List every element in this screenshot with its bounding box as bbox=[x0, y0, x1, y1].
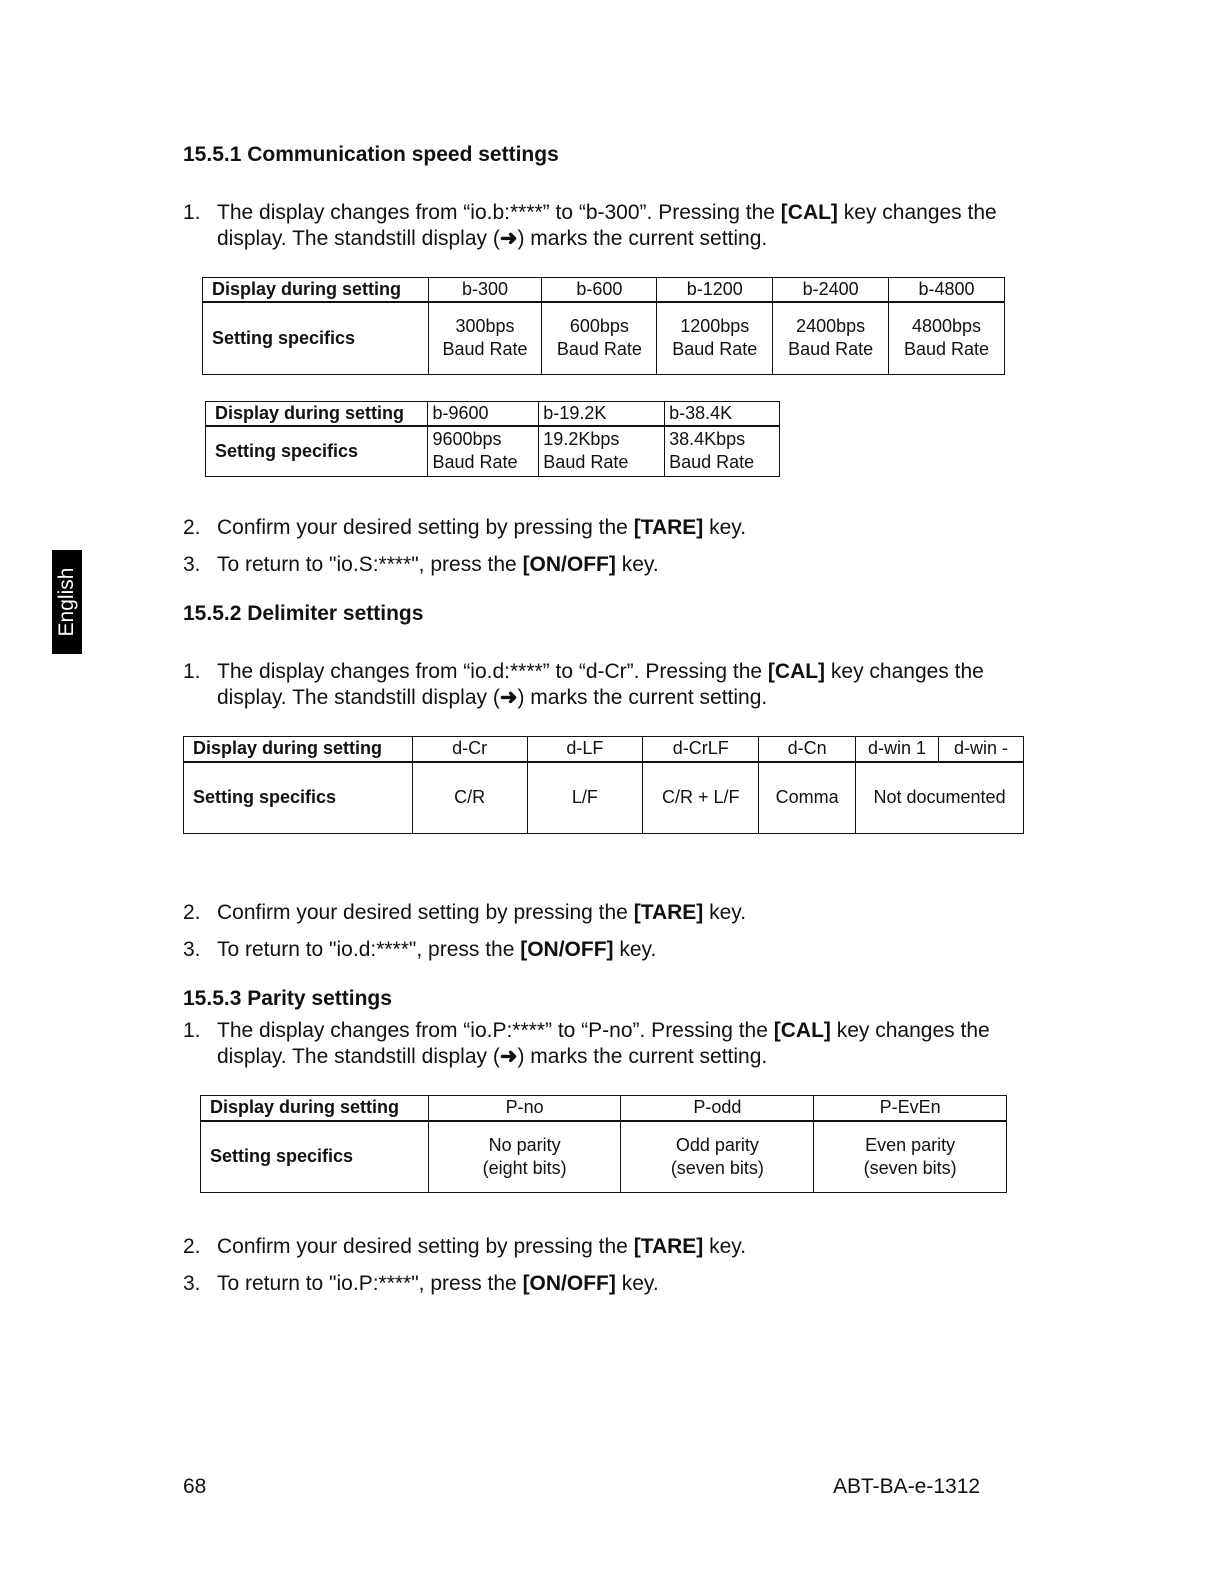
language-tab-label: English bbox=[55, 567, 78, 637]
step-text: ) marks the current setting. bbox=[517, 686, 768, 709]
table-header-row bbox=[206, 402, 780, 427]
key-name: [TARE] bbox=[633, 516, 704, 539]
setting-specifics-cell bbox=[665, 426, 780, 476]
setting-specifics-cell bbox=[542, 302, 657, 374]
key-name: [CAL] bbox=[773, 1019, 831, 1042]
display-code-cell: d-Cr bbox=[412, 737, 527, 762]
cell-line: Baud Rate bbox=[672, 339, 758, 360]
cell-line: C/R + L/F bbox=[661, 787, 740, 808]
step-text: The display changes from “io.P:****” to “P-no”. Pressing the bbox=[217, 1019, 774, 1042]
cell-line: Odd parity bbox=[675, 1134, 759, 1155]
step-text: To return to "io.S:****", press the bbox=[217, 553, 523, 576]
step-text: key. bbox=[615, 1272, 659, 1295]
cell-line: Baud Rate bbox=[556, 339, 642, 360]
step-text: key. bbox=[613, 938, 657, 961]
display-code-cell: d-win - bbox=[939, 737, 1024, 762]
cell-line: 9600bps bbox=[432, 429, 502, 450]
language-tab bbox=[52, 550, 82, 654]
key-name: [ON/OFF] bbox=[522, 1272, 616, 1295]
cell-line: Baud Rate bbox=[788, 339, 874, 360]
display-code-cell: P-EvEn bbox=[814, 1096, 1007, 1121]
cell-line: Baud Rate bbox=[442, 339, 528, 360]
cell-line: Baud Rate bbox=[669, 452, 755, 473]
step-number: 3. bbox=[183, 1272, 201, 1295]
setting-specifics-cell bbox=[621, 1121, 814, 1193]
row-label: Display during setting bbox=[206, 402, 428, 427]
step-text: The display changes from “io.b:****” to “b-300”. Pressing the bbox=[217, 201, 781, 224]
step-number: 3. bbox=[183, 938, 201, 961]
step-text: key. bbox=[615, 553, 659, 576]
step-text: The display changes from “io.d:****” to “d-Cr”. Pressing the bbox=[217, 660, 768, 683]
setting-specifics-cell bbox=[759, 762, 856, 834]
section-heading: 15.5.2 Delimiter settings bbox=[183, 602, 424, 625]
display-code-cell: b-2400 bbox=[773, 278, 889, 303]
display-code-cell: d-CrLF bbox=[643, 737, 759, 762]
step-text: key. bbox=[703, 1235, 747, 1258]
table-row bbox=[206, 426, 780, 476]
step-text: key. bbox=[703, 901, 747, 924]
setting-specifics-cell bbox=[856, 762, 1024, 834]
step-number: 2. bbox=[183, 516, 201, 539]
display-code-cell: b-9600 bbox=[428, 402, 539, 427]
step-number: 3. bbox=[183, 553, 201, 576]
baud-rate-table-2 bbox=[205, 401, 780, 477]
step-text: key changes the display. The standstill display ( bbox=[217, 660, 984, 709]
setting-specifics-cell bbox=[773, 302, 889, 374]
delimiter-table bbox=[183, 736, 1024, 834]
display-code-cell: b-1200 bbox=[657, 278, 773, 303]
cell-line: 38.4Kbps bbox=[669, 429, 746, 450]
row-label: Display during setting bbox=[184, 737, 413, 762]
arrow-right-icon: ➜ bbox=[499, 227, 518, 250]
setting-specifics-cell bbox=[539, 426, 665, 476]
step-number: 1. bbox=[183, 1019, 201, 1042]
key-name: [ON/OFF] bbox=[520, 938, 614, 961]
step-text: ) marks the current setting. bbox=[517, 1045, 768, 1068]
cell-line: Baud Rate bbox=[543, 452, 629, 473]
cell-line: Baud Rate bbox=[904, 339, 990, 360]
step-text: ) marks the current setting. bbox=[517, 227, 768, 250]
arrow-right-icon: ➜ bbox=[499, 1045, 518, 1068]
cell-line: 600bps bbox=[569, 316, 629, 337]
arrow-right-icon: ➜ bbox=[499, 686, 518, 709]
display-code-cell: b-600 bbox=[542, 278, 657, 303]
setting-specifics-cell bbox=[527, 762, 643, 834]
display-code-cell: b-4800 bbox=[889, 278, 1005, 303]
row-label: Display during setting bbox=[203, 278, 429, 303]
step-text: Confirm your desired setting by pressing the bbox=[217, 516, 634, 539]
setting-specifics-cell bbox=[412, 762, 527, 834]
cell-line: (seven bits) bbox=[670, 1157, 764, 1178]
page-number: 68 bbox=[183, 1475, 207, 1498]
cell-line: Even parity bbox=[865, 1134, 956, 1155]
cell-line: 2400bps bbox=[796, 316, 866, 337]
step-text: key changes the display. The standstill display ( bbox=[217, 201, 997, 250]
row-label: Setting specifics bbox=[201, 1121, 429, 1193]
cell-line: Baud Rate bbox=[432, 452, 518, 473]
display-code-cell: d-Cn bbox=[759, 737, 856, 762]
cell-line: (seven bits) bbox=[863, 1157, 957, 1178]
display-code-cell: P-no bbox=[428, 1096, 621, 1121]
cell-line: 1200bps bbox=[680, 316, 750, 337]
setting-specifics-cell bbox=[814, 1121, 1007, 1193]
key-name: [CAL] bbox=[780, 201, 838, 224]
setting-specifics-cell bbox=[643, 762, 759, 834]
cell-line: 4800bps bbox=[911, 316, 982, 337]
section-heading: 15.5.3 Parity settings bbox=[183, 987, 392, 1010]
table-row bbox=[201, 1121, 1007, 1193]
step-number: 1. bbox=[183, 660, 201, 683]
table-header-row bbox=[201, 1096, 1007, 1121]
key-name: [ON/OFF] bbox=[522, 553, 616, 576]
display-code-cell: P-odd bbox=[621, 1096, 814, 1121]
setting-specifics-cell bbox=[428, 426, 539, 476]
display-code-cell: b-38.4K bbox=[665, 402, 780, 427]
baud-rate-table-1 bbox=[202, 277, 1005, 375]
step-number: 2. bbox=[183, 1235, 201, 1258]
step-text: To return to "io.d:****", press the bbox=[217, 938, 521, 961]
row-label: Display during setting bbox=[201, 1096, 429, 1121]
display-code-cell: d-LF bbox=[527, 737, 643, 762]
display-code-cell: d-win 1 bbox=[856, 737, 939, 762]
cell-line: Comma bbox=[775, 787, 839, 808]
document-id: ABT-BA-e-1312 bbox=[833, 1475, 981, 1498]
row-label: Setting specifics bbox=[184, 762, 413, 834]
cell-line: C/R bbox=[454, 787, 486, 808]
parity-table bbox=[200, 1095, 1007, 1193]
step-text: Confirm your desired setting by pressing the bbox=[217, 901, 634, 924]
setting-specifics-cell bbox=[657, 302, 773, 374]
row-label: Setting specifics bbox=[203, 302, 429, 374]
step-text: To return to "io.P:****", press the bbox=[217, 1272, 523, 1295]
key-name: [TARE] bbox=[633, 901, 704, 924]
table-row bbox=[203, 302, 1005, 374]
cell-line: L/F bbox=[571, 787, 598, 808]
step-number: 1. bbox=[183, 201, 201, 224]
display-code-cell: b-300 bbox=[428, 278, 542, 303]
row-label: Setting specifics bbox=[206, 426, 428, 476]
key-name: [CAL] bbox=[767, 660, 826, 683]
cell-line: 19.2Kbps bbox=[543, 429, 620, 450]
cell-line: Not documented bbox=[873, 787, 1006, 808]
cell-line: 300bps bbox=[455, 316, 515, 337]
setting-specifics-cell bbox=[889, 302, 1005, 374]
key-name: [TARE] bbox=[633, 1235, 704, 1258]
step-text: key changes the display. The standstill display ( bbox=[217, 1019, 990, 1068]
section-heading: 15.5.1 Communication speed settings bbox=[183, 143, 559, 166]
display-code-cell: b-19.2K bbox=[539, 402, 665, 427]
step-text: key. bbox=[703, 516, 747, 539]
cell-line: (eight bits) bbox=[482, 1157, 567, 1178]
setting-specifics-cell bbox=[428, 1121, 621, 1193]
cell-line: No parity bbox=[488, 1134, 561, 1155]
table-header-row bbox=[203, 278, 1005, 303]
step-text: Confirm your desired setting by pressing the bbox=[217, 1235, 634, 1258]
setting-specifics-cell bbox=[428, 302, 542, 374]
table-row bbox=[184, 762, 1024, 834]
step-number: 2. bbox=[183, 901, 201, 924]
table-header-row bbox=[184, 737, 1024, 762]
